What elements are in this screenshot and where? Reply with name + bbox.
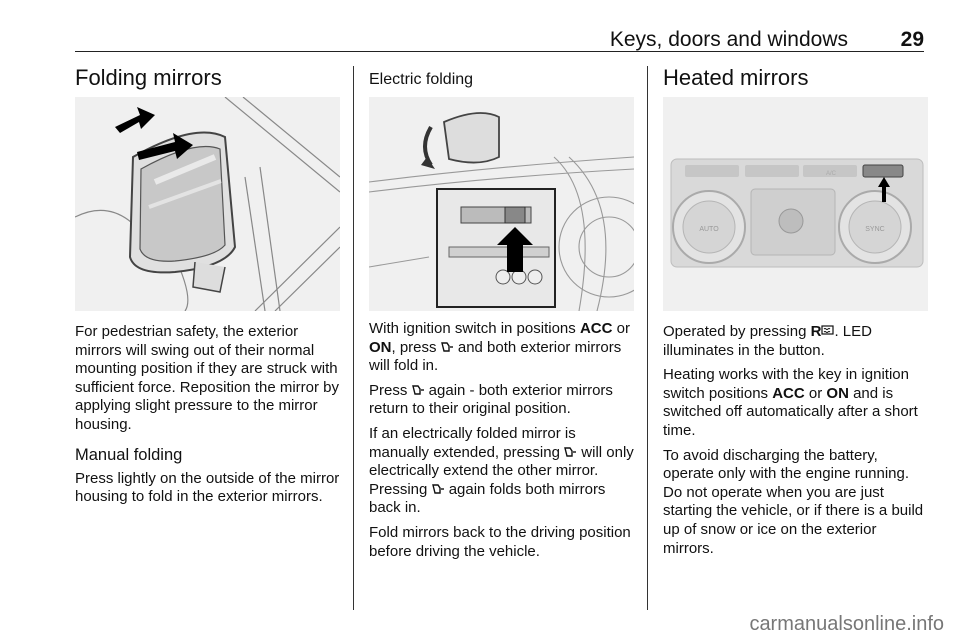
page-number: 29 — [900, 28, 924, 51]
text: and is switched off automatically after a short time. — [663, 384, 918, 439]
col2-body — [369, 320, 634, 561]
dial-label-sync: SYNC — [865, 226, 885, 233]
mirror-fold-icon — [412, 384, 425, 396]
text: or — [804, 384, 827, 402]
subheading-manual-folding: Manual folding — [75, 445, 183, 464]
para-fold-back-driving: Fold mirrors back to the driving position before driving the vehicle. — [369, 523, 631, 560]
figure-manual-folding-mirror — [75, 97, 340, 311]
column-folding-mirrors — [75, 64, 340, 92]
climate-panel-illustration — [663, 97, 928, 311]
para-heated-battery: To avoid discharging the battery, operate only with the engine running. Do not operate when you are just starting the vehicle, or if there is a build up of snow or ice on the exterior mirrors. — [663, 446, 924, 557]
text: If an electrically folded mirror is manually extended, pressing — [369, 424, 576, 461]
para-heated-operation — [663, 323, 928, 360]
mirror-fold-icon — [564, 446, 577, 458]
section-title-folding-mirrors: Folding mirrors — [75, 65, 222, 90]
para-electric-manual-extend — [369, 425, 634, 518]
para-pedestrian-safety: For pedestrian safety, the exterior mirrors will swing out of their normal mounting position if they are struck with sufficient force. Reposition the mirror by applying slight pressure to the mirror housing. — [75, 323, 340, 433]
text: or — [612, 320, 630, 337]
key-acc: ACC — [772, 384, 805, 402]
col1-body — [75, 323, 340, 507]
mirror-fold-icon — [432, 483, 445, 495]
mirror-fold-icon — [441, 341, 454, 353]
text: , press — [391, 338, 441, 356]
text: will only electrically extend the other mirror. Pressing — [369, 443, 634, 498]
mirror-illustration — [75, 97, 340, 311]
column-divider-2 — [647, 66, 648, 610]
text: With ignition switch in positions — [369, 320, 580, 337]
text: again - both exterior mirrors return to their original position. — [369, 381, 613, 418]
heated-mirror-icon — [821, 325, 834, 337]
text: Press — [369, 381, 412, 399]
column-divider-1 — [353, 66, 354, 610]
figure-electric-folding-switch — [369, 97, 634, 311]
button-label-ac: A/C — [825, 171, 837, 177]
section-title-heated-mirrors: Heated mirrors — [663, 65, 809, 90]
figure-climate-control-panel — [663, 97, 928, 311]
rear-heat-symbol: R — [810, 323, 822, 340]
column-heated-mirrors — [663, 64, 928, 92]
text: . LED illuminates in the button. — [663, 323, 872, 359]
watermark: carmanualsonline.info — [749, 613, 944, 635]
key-acc: ACC — [579, 320, 613, 337]
header-rule — [75, 51, 924, 52]
text: Operated by pressing — [663, 323, 811, 340]
text: and both exterior mirrors will fold in. — [369, 338, 622, 375]
text: Heating works with the key in ignition switch positions — [663, 366, 909, 402]
column-electric-folding — [369, 68, 634, 92]
section-title-electric-folding: Electric folding — [369, 71, 474, 88]
para-manual-folding: Press lightly on the outside of the mirror housing to fold in the exterior mirrors. — [75, 469, 340, 506]
dial-label-auto: AUTO — [699, 226, 719, 233]
switch-illustration — [369, 97, 634, 311]
col3-body — [663, 323, 928, 558]
text: again folds both mirrors back in. — [369, 480, 606, 517]
para-electric-fold-in — [369, 320, 634, 376]
key-on: ON — [826, 384, 849, 402]
key-on: ON — [369, 338, 392, 356]
para-electric-return — [369, 382, 634, 419]
para-heated-ignition — [663, 366, 928, 440]
running-header-title: Keys, doors and windows — [609, 28, 848, 51]
